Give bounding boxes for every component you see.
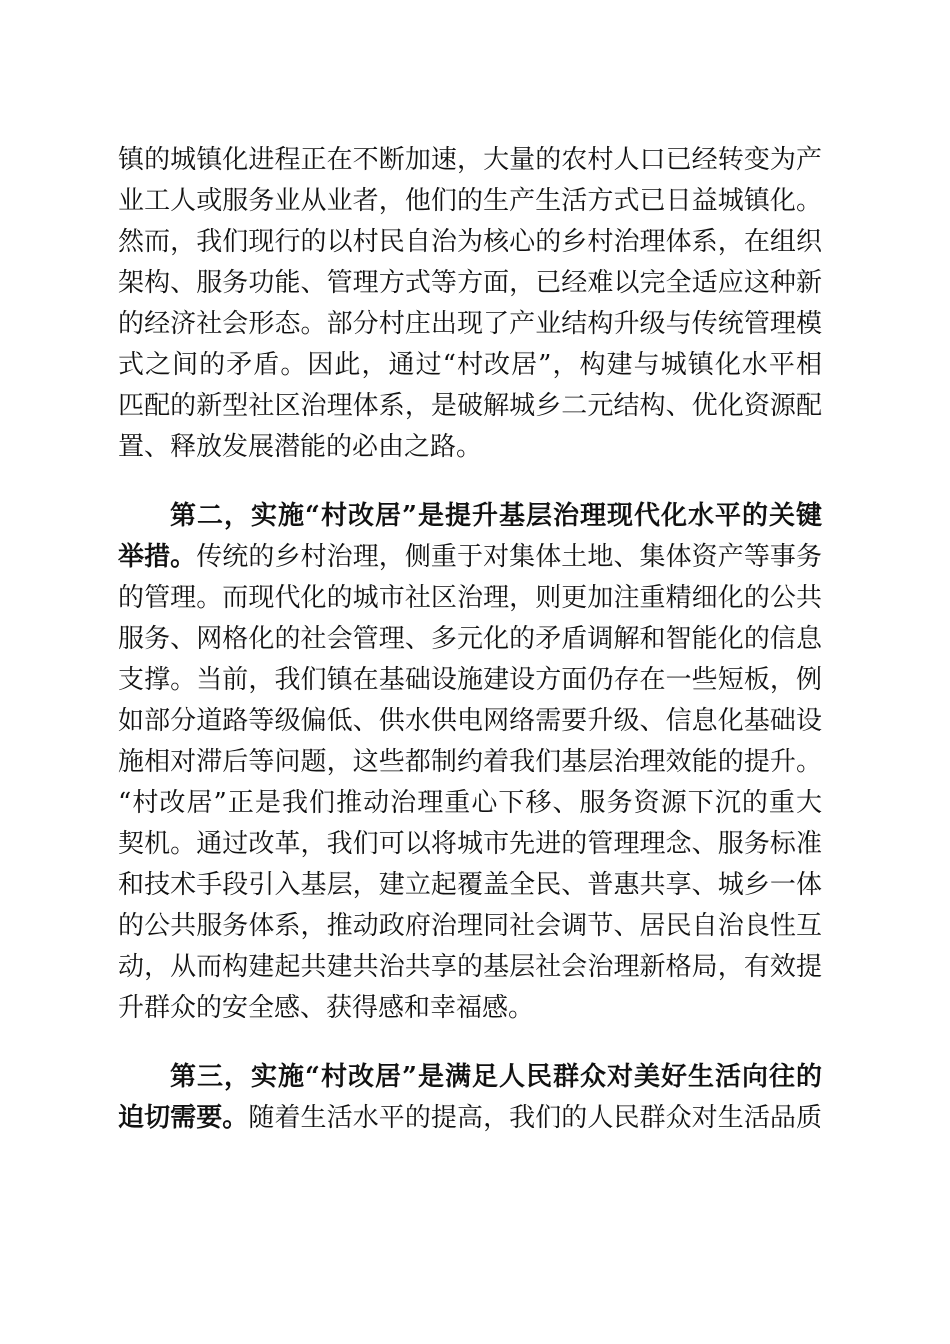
paragraph-1-line-4: 架构、服务功能、管理方式等方面，已经难以完全适应这种新	[118, 268, 822, 298]
paragraph-1-line-8: 置、释放发展潜能的必由之路。	[118, 432, 483, 462]
paragraph-2-line-5: 支撑。当前，我们镇在基础设施建设方面仍存在一些短板，例	[118, 665, 822, 695]
paragraph-1-line-6: 式之间的矛盾。因此，通过“村改居”，构建与城镇化水平相	[118, 350, 822, 380]
paragraph-2-line-2	[118, 537, 822, 577]
paragraph-2-heading-end: 举措。	[118, 542, 197, 572]
paragraph-3-line-2	[118, 1098, 822, 1138]
paragraph-1-line-1: 镇的城镇化进程正在不断加速，大量的农村人口已经转变为产	[118, 145, 822, 175]
paragraph-2-line-13: 升群众的安全感、获得感和幸福感。	[118, 993, 535, 1023]
paragraph-2-line-6: 如部分道路等级偏低、供水供电网络需要升级、信息化基础设	[118, 706, 822, 736]
paragraph-2-line-2-text: 传统的乡村治理，侧重于对集体土地、集体资产等事务	[196, 542, 822, 572]
paragraph-1-line-3: 然而，我们现行的以村民自治为核心的乡村治理体系，在组织	[118, 227, 822, 257]
paragraph-2-line-4: 服务、网格化的社会管理、多元化的矛盾调解和智能化的信息	[118, 624, 822, 654]
paragraph-2-line-3: 的管理。而现代化的城市社区治理，则更加注重精细化的公共	[118, 583, 822, 613]
paragraph-3-heading-end: 迫切需要。	[118, 1103, 249, 1133]
paragraph-2-line-9: 契机。通过改革，我们可以将城市先进的管理理念、服务标准	[118, 829, 822, 859]
paragraph-3-heading: 第三，实施“村改居”是满足人民群众对美好生活向往的	[170, 1062, 822, 1092]
paragraph-2-line-8: “村改居”正是我们推动治理重心下移、服务资源下沉的重大	[118, 788, 822, 818]
paragraph-2-line-10: 和技术手段引入基层，建立起覆盖全民、普惠共享、城乡一体	[118, 870, 822, 900]
paragraph-2-heading: 第二，实施“村改居”是提升基层治理现代化水平的关键	[170, 501, 822, 531]
paragraph-3-line-2-text: 随着生活水平的提高，我们的人民群众对生活品质	[248, 1103, 822, 1133]
paragraph-1-line-2: 业工人或服务业从业者，他们的生产生活方式已日益城镇化。	[118, 186, 822, 216]
paragraph-2-line-11: 的公共服务体系，推动政府治理同社会调节、居民自治良性互	[118, 911, 822, 941]
paragraph-2-line-12: 动，从而构建起共建共治共享的基层社会治理新格局，有效提	[118, 952, 822, 982]
paragraph-2-line-7: 施相对滞后等问题，这些都制约着我们基层治理效能的提升。	[118, 747, 822, 777]
paragraph-1-line-5: 的经济社会形态。部分村庄出现了产业结构升级与传统管理模	[118, 309, 822, 339]
paragraph-1-line-7: 匹配的新型社区治理体系，是破解城乡二元结构、优化资源配	[118, 391, 822, 421]
